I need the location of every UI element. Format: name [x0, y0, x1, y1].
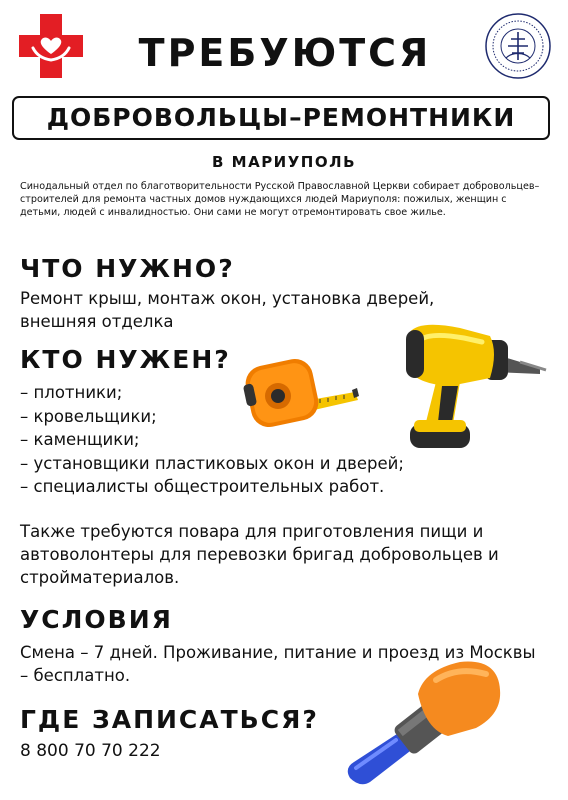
paint-brush-icon: [340, 650, 510, 790]
banner-volunteers: ДОБРОВОЛЬЦЫ–РЕМОНТНИКИ: [12, 96, 550, 140]
page-title: ТРЕБУЮТСЯ: [138, 31, 432, 75]
list-item: – плотники;: [20, 383, 123, 402]
conditions-text: Смена – 7 дней. Проживание, питание и проезд из Москвы – бесплатно.: [20, 643, 536, 685]
list-item: – специалисты общестроительных работ.: [20, 477, 385, 496]
drill-icon: [390, 312, 550, 457]
phone-number: 8 800 70 70 222: [20, 741, 161, 761]
red-cross-heart-hands-icon: [19, 14, 83, 78]
list-item: – каменщики;: [20, 430, 140, 449]
who-needed-heading: КТО НУЖЕН?: [20, 345, 231, 374]
city-subtitle: В МАРИУПОЛЬ: [212, 153, 356, 171]
signup-heading: ГДЕ ЗАПИСАТЬСЯ?: [20, 705, 319, 734]
list-item: – установщики пластиковых окон и дверей;: [20, 453, 404, 473]
list-item: – кровельщики;: [20, 406, 157, 426]
conditions-heading: УСЛОВИЯ: [20, 605, 173, 634]
tape-measure-icon: [240, 352, 360, 432]
church-seal-icon: [484, 12, 552, 80]
what-needed-text: Ремонт крыш, монтаж окон, установка дверей, внешняя отделка: [20, 289, 435, 331]
intro-paragraph: Синодальный отдел по благотворительности Русской Православной Церкви собирает добровольцев–строителей для ремонта частных домов нуждающихся людей Мариуполя: пожилых, женщин с детьми, людей с инвалидностью. Они сами не могут отремонтировать свое жилье.: [20, 181, 540, 218]
what-needed-heading: ЧТО НУЖНО?: [20, 254, 235, 283]
extra-paragraph: Также требуются повара для приготовления пищи и автоволонтеры для перевозки бригад добровольцев и стройматериалов.: [20, 522, 499, 587]
